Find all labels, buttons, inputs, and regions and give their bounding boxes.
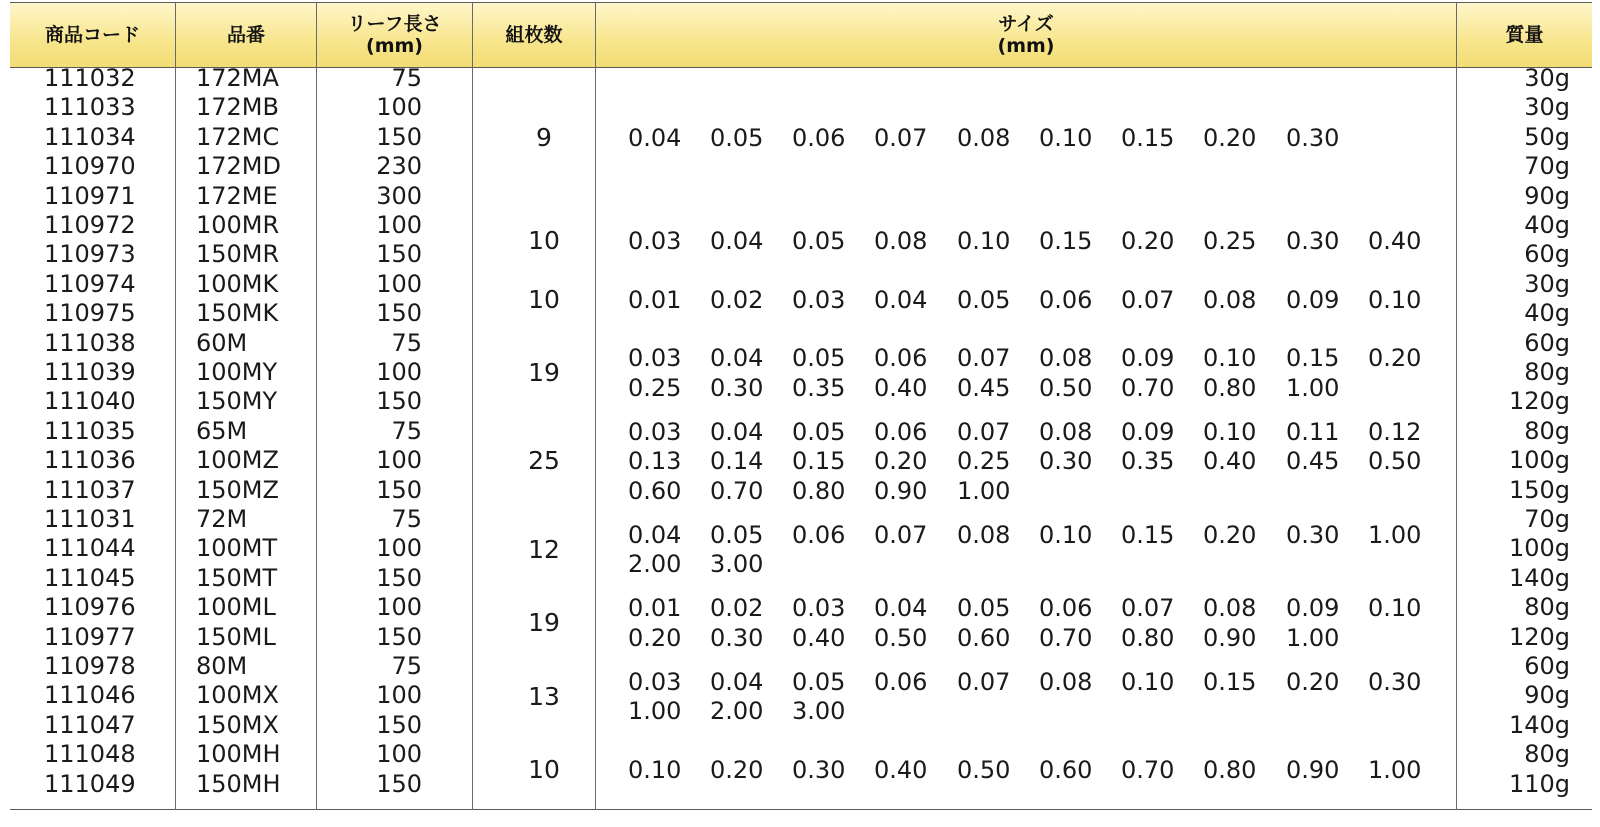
leaf-count: 10: [528, 755, 560, 785]
size-value: 0.09: [1286, 594, 1340, 623]
size-value: 2.00: [710, 697, 764, 726]
size-value: 0.15: [1203, 667, 1257, 696]
header-count-label: 組枚数: [505, 24, 563, 46]
size-value: 0.06: [1039, 285, 1093, 314]
product-code: 111033: [44, 93, 136, 122]
header-size-label: サイズ: [998, 13, 1054, 35]
product-code: 111040: [44, 387, 136, 416]
size-value: 0.11: [1286, 417, 1340, 446]
size-value: 0.07: [957, 344, 1011, 373]
size-value: 0.40: [874, 373, 928, 402]
size-value: 0.03: [792, 285, 846, 314]
size-value: 0.03: [628, 667, 682, 696]
header-mass-label: 質量: [1505, 24, 1544, 46]
leaf-length: 150: [376, 622, 422, 651]
mass-value: 120g: [1508, 622, 1570, 651]
size-value: 0.15: [792, 447, 846, 476]
size-value: 0.60: [957, 623, 1011, 652]
leaf-length: 150: [376, 710, 422, 739]
size-value: 0.04: [874, 594, 928, 623]
product-code: 110976: [44, 593, 136, 622]
mass-value: 70g: [1524, 505, 1570, 533]
size-value: 0.90: [1203, 623, 1257, 652]
size-value: 0.60: [1039, 755, 1093, 784]
size-value: 0.20: [628, 623, 682, 652]
product-code: 111047: [44, 710, 136, 739]
mass-value: 90g: [1524, 681, 1570, 710]
part-number: 150MH: [196, 769, 281, 798]
size-value: 1.00: [957, 476, 1011, 505]
leaf-count: 9: [536, 123, 552, 152]
size-value: 0.50: [1368, 447, 1422, 476]
leaf-length: 100: [376, 358, 422, 386]
size-value: 0.50: [957, 755, 1011, 784]
size-value: 1.00: [1286, 623, 1340, 652]
part-number: 172MA: [196, 64, 279, 92]
size-value: 0.20: [874, 447, 928, 476]
leaf-length: 75: [391, 652, 422, 680]
product-code: 111045: [44, 563, 136, 592]
size-value: 0.25: [1203, 226, 1257, 255]
leaf-length: 150: [376, 387, 422, 416]
product-code: 111032: [44, 64, 136, 92]
size-value: 0.05: [792, 344, 846, 373]
size-value: 0.40: [1203, 447, 1257, 476]
size-value: 0.30: [792, 755, 846, 784]
product-code: 110971: [44, 181, 136, 210]
size-value: 0.08: [1203, 594, 1257, 623]
leaf-length: 150: [376, 475, 422, 504]
part-number: 100MR: [196, 211, 280, 239]
part-number: 150MR: [196, 240, 280, 269]
size-value: 0.06: [874, 344, 928, 373]
size-value: 3.00: [710, 550, 764, 579]
leaf-count: 19: [528, 608, 560, 638]
size-value: 0.08: [957, 520, 1011, 549]
product-code: 111048: [44, 740, 136, 769]
size-value: 0.50: [874, 623, 928, 652]
mass-value: 30g: [1524, 64, 1570, 92]
header-code-label: 商品コード: [44, 24, 140, 46]
size-value: 0.09: [1286, 285, 1340, 314]
size-value: 0.06: [874, 667, 928, 696]
leaf-count: 10: [528, 225, 560, 255]
leaf-length: 100: [376, 211, 422, 239]
product-code: 110975: [44, 299, 136, 328]
product-code: 111035: [44, 416, 136, 445]
size-value: 0.06: [1039, 594, 1093, 623]
part-number: 65M: [196, 416, 248, 445]
size-value: 0.80: [1203, 755, 1257, 784]
product-code: 111036: [44, 446, 136, 475]
size-value: 0.90: [1286, 755, 1340, 784]
size-value: 0.35: [1121, 447, 1175, 476]
header-mass: [1457, 2, 1592, 68]
part-number: 172MD: [196, 152, 281, 181]
size-value: 0.07: [1121, 285, 1175, 314]
leaf-length: 100: [376, 740, 422, 769]
mass-value: 40g: [1524, 211, 1570, 239]
product-code: 110977: [44, 622, 136, 651]
part-number: 150MZ: [196, 475, 279, 504]
size-value: 0.40: [792, 623, 846, 652]
leaf-length: 75: [391, 505, 422, 533]
size-value: 0.04: [874, 285, 928, 314]
mass-value: 140g: [1508, 563, 1570, 592]
size-value: 0.70: [710, 476, 764, 505]
size-value: 0.07: [1121, 594, 1175, 623]
size-value: 0.09: [1121, 417, 1175, 446]
size-value: 0.10: [1121, 667, 1175, 696]
size-value: 0.45: [957, 373, 1011, 402]
mass-value: 30g: [1524, 93, 1570, 122]
part-number: 150MY: [196, 387, 278, 416]
header-leaf-length-label: リーフ長さ: [347, 13, 442, 35]
size-value: 0.05: [792, 226, 846, 255]
part-number: 172ME: [196, 181, 278, 210]
product-code: 111038: [44, 328, 136, 357]
leaf-length: 150: [376, 240, 422, 269]
leaf-length: 100: [376, 269, 422, 298]
size-value: 0.80: [1121, 623, 1175, 652]
size-value: 0.05: [710, 123, 764, 152]
header-part: [176, 2, 316, 68]
size-value: 0.80: [792, 476, 846, 505]
size-value: 2.00: [628, 550, 682, 579]
column-divider: [1456, 2, 1457, 810]
leaf-count: 25: [528, 446, 560, 476]
size-value: 0.05: [957, 594, 1011, 623]
size-value: 0.20: [1203, 123, 1257, 152]
size-value: 0.08: [1039, 417, 1093, 446]
leaf-length: 100: [376, 593, 422, 622]
size-value: 0.04: [628, 520, 682, 549]
mass-value: 100g: [1508, 446, 1570, 475]
mass-value: 60g: [1524, 328, 1570, 357]
size-value: 0.20: [1368, 344, 1422, 373]
product-code: 111049: [44, 769, 136, 798]
size-value: 0.20: [1286, 667, 1340, 696]
part-number: 100MZ: [196, 446, 279, 475]
leaf-length: 150: [376, 769, 422, 798]
size-value: 0.90: [874, 476, 928, 505]
size-value: 0.14: [710, 447, 764, 476]
size-value: 3.00: [792, 697, 846, 726]
size-value: 0.10: [1039, 123, 1093, 152]
size-value: 0.08: [1039, 667, 1093, 696]
part-number: 150MT: [196, 563, 278, 592]
size-value: 0.04: [710, 667, 764, 696]
bottom-rule: [10, 809, 1592, 810]
leaf-count: 19: [528, 358, 560, 388]
size-value: 0.70: [1121, 373, 1175, 402]
size-value: 0.10: [1039, 520, 1093, 549]
header-code: [10, 2, 175, 68]
size-value: 0.03: [628, 344, 682, 373]
size-value: 1.00: [1286, 373, 1340, 402]
column-divider: [316, 2, 317, 810]
header-part-label: 品番: [226, 24, 265, 46]
mass-value: 40g: [1524, 299, 1570, 328]
size-value: 0.04: [710, 226, 764, 255]
size-value: 0.09: [1121, 344, 1175, 373]
part-number: 100MY: [196, 358, 278, 386]
size-value: 0.04: [710, 344, 764, 373]
size-value: 0.02: [710, 594, 764, 623]
leaf-length: 150: [376, 563, 422, 592]
part-number: 72M: [196, 505, 248, 533]
leaf-length: 150: [376, 122, 422, 151]
size-value: 0.30: [1286, 123, 1340, 152]
column-divider: [472, 2, 473, 810]
size-value: 0.10: [1368, 285, 1422, 314]
size-value: 0.12: [1368, 417, 1422, 446]
leaf-length: 100: [376, 534, 422, 563]
size-value: 0.60: [628, 476, 682, 505]
header-count: [473, 2, 595, 68]
size-value: 0.10: [1368, 594, 1422, 623]
product-code: 110972: [44, 211, 136, 239]
header-leaf-length: [317, 2, 472, 68]
size-value: 0.03: [628, 226, 682, 255]
size-value: 0.05: [792, 667, 846, 696]
product-code: 111046: [44, 681, 136, 710]
product-code: 110970: [44, 152, 136, 181]
mass-value: 150g: [1508, 475, 1570, 504]
size-value: 0.10: [628, 755, 682, 784]
size-value: 0.03: [792, 594, 846, 623]
mass-value: 80g: [1524, 416, 1570, 445]
product-code: 111034: [44, 122, 136, 151]
leaf-length: 150: [376, 299, 422, 328]
header-size-unit: (mm): [997, 35, 1055, 57]
leaf-length: 100: [376, 93, 422, 122]
size-value: 0.50: [1039, 373, 1093, 402]
product-code: 110974: [44, 269, 136, 298]
product-code: 110978: [44, 652, 136, 680]
product-code: 111044: [44, 534, 136, 563]
size-value: 0.35: [792, 373, 846, 402]
size-value: 0.30: [1368, 667, 1422, 696]
size-value: 0.20: [1203, 520, 1257, 549]
mass-value: 80g: [1524, 358, 1570, 386]
size-value: 0.15: [1039, 226, 1093, 255]
header-size: [596, 2, 1456, 68]
size-value: 0.20: [1121, 226, 1175, 255]
leaf-length: 100: [376, 681, 422, 710]
leaf-length: 230: [376, 152, 422, 181]
mass-value: 50g: [1524, 122, 1570, 151]
part-number: 150ML: [196, 622, 276, 651]
size-value: 0.04: [710, 417, 764, 446]
header-leaf-length-unit: (mm): [366, 35, 423, 57]
mass-value: 60g: [1524, 240, 1570, 269]
size-value: 0.10: [957, 226, 1011, 255]
part-number: 100MK: [196, 269, 279, 298]
size-value: 0.05: [957, 285, 1011, 314]
mass-value: 140g: [1508, 710, 1570, 739]
size-value: 0.70: [1039, 623, 1093, 652]
size-value: 0.70: [1121, 755, 1175, 784]
part-number: 172MB: [196, 93, 279, 122]
mass-value: 100g: [1508, 534, 1570, 563]
mass-value: 90g: [1524, 181, 1570, 210]
size-value: 0.15: [1121, 123, 1175, 152]
part-number: 172MC: [196, 122, 280, 151]
size-value: 0.13: [628, 447, 682, 476]
mass-value: 60g: [1524, 652, 1570, 680]
size-value: 0.40: [1368, 226, 1422, 255]
size-value: 0.08: [874, 226, 928, 255]
size-value: 0.40: [874, 755, 928, 784]
part-number: 100MH: [196, 740, 281, 769]
size-value: 0.15: [1121, 520, 1175, 549]
size-value: 0.04: [628, 123, 682, 152]
size-value: 0.25: [957, 447, 1011, 476]
size-value: 0.01: [628, 285, 682, 314]
size-value: 0.08: [1203, 285, 1257, 314]
leaf-count: 12: [528, 534, 560, 564]
size-value: 0.08: [957, 123, 1011, 152]
size-value: 0.10: [1203, 344, 1257, 373]
part-number: 150MK: [196, 299, 279, 328]
size-value: 0.30: [710, 623, 764, 652]
top-rule: [10, 2, 1592, 3]
mass-value: 110g: [1508, 769, 1570, 798]
part-number: 60M: [196, 328, 248, 357]
size-value: 0.06: [792, 520, 846, 549]
size-value: 0.45: [1286, 447, 1340, 476]
leaf-length: 300: [376, 181, 422, 210]
product-code: 111039: [44, 358, 136, 386]
size-value: 0.20: [710, 755, 764, 784]
size-value: 0.30: [1286, 226, 1340, 255]
size-value: 0.80: [1203, 373, 1257, 402]
size-value: 0.06: [874, 417, 928, 446]
leaf-length: 100: [376, 446, 422, 475]
size-value: 1.00: [628, 697, 682, 726]
part-number: 150MX: [196, 710, 279, 739]
size-value: 0.02: [710, 285, 764, 314]
mass-value: 80g: [1524, 593, 1570, 622]
leaf-length: 75: [391, 416, 422, 445]
size-value: 0.07: [957, 667, 1011, 696]
mass-value: 120g: [1508, 387, 1570, 416]
product-code: 111037: [44, 475, 136, 504]
size-value: 1.00: [1368, 520, 1422, 549]
part-number: 100MT: [196, 534, 278, 563]
part-number: 80M: [196, 652, 248, 680]
product-code: 110973: [44, 240, 136, 269]
part-number: 100ML: [196, 593, 276, 622]
leaf-length: 75: [391, 328, 422, 357]
size-value: 0.07: [874, 520, 928, 549]
size-value: 0.07: [874, 123, 928, 152]
size-value: 0.05: [792, 417, 846, 446]
mass-value: 70g: [1524, 152, 1570, 181]
size-value: 0.25: [628, 373, 682, 402]
size-value: 0.07: [957, 417, 1011, 446]
mass-value: 80g: [1524, 740, 1570, 769]
size-value: 0.10: [1203, 417, 1257, 446]
size-value: 0.03: [628, 417, 682, 446]
column-divider: [175, 2, 176, 810]
size-value: 1.00: [1368, 755, 1422, 784]
size-value: 0.15: [1286, 344, 1340, 373]
size-value: 0.30: [1286, 520, 1340, 549]
part-number: 100MX: [196, 681, 279, 710]
leaf-count: 10: [528, 284, 560, 314]
leaf-count: 13: [528, 681, 560, 711]
leaf-length: 75: [391, 64, 422, 92]
size-value: 0.06: [792, 123, 846, 152]
product-code: 111031: [44, 505, 136, 533]
size-value: 0.01: [628, 594, 682, 623]
size-value: 0.30: [710, 373, 764, 402]
size-value: 0.30: [1039, 447, 1093, 476]
size-value: 0.05: [710, 520, 764, 549]
size-value: 0.08: [1039, 344, 1093, 373]
mass-value: 30g: [1524, 269, 1570, 298]
